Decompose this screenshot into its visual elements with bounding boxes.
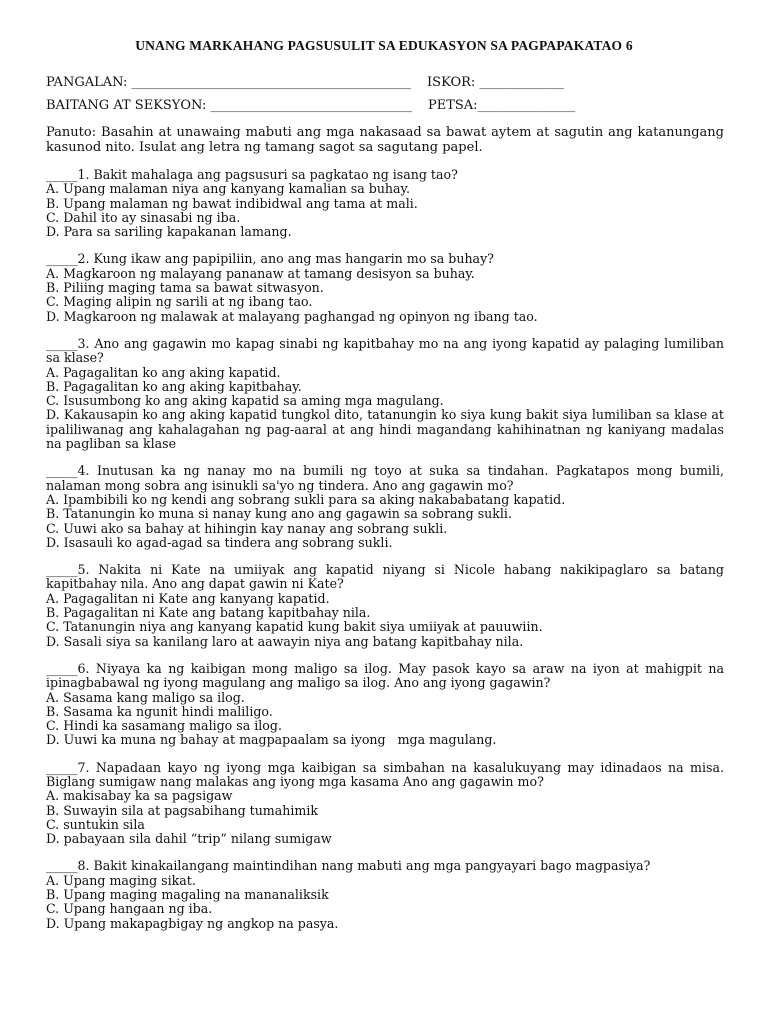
question-8 [46,859,724,930]
option-b: B. Upang maging magaling na mananaliksik [46,887,329,903]
page-title: UNANG MARKAHANG PAGSUSULIT SA EDUKASYON SA PAGPAPAKATAO 6 [135,38,633,53]
option-c: C. Tatanungin niya ang kanyang kapatid kung bakit siya umiiyak at pauuwiin. [46,619,543,635]
option-d: D. Upang makapagbigay ng angkop na pasya. [46,915,339,931]
question-list [46,168,724,944]
option-c: C. Dahil ito ay sinasabi ng iba. [46,209,241,225]
option-d: D. Magkaroon ng malawak at malayang paghangad ng opinyon ng ibang tao. [46,308,538,324]
option-a: A. Pagagalitan ni Kate ang kanyang kapatid. [46,590,330,606]
question-stem: _____2. Kung ikaw ang papipiliin, ano ang mas hangarin mo sa buhay? [46,251,494,267]
date-field-label: PETSA:_______________ [427,98,576,113]
score-field-label: ISKOR: _____________ [427,75,564,90]
option-b: B. Tatanungin ko muna si nanay kung ano ang gagawin sa sobrang sukli. [46,506,512,522]
option-a: A. Magkaroon ng malayang pananaw at tamang desisyon sa buhay. [46,265,475,281]
option-c: C. Uuwi ako sa bahay at hihingin kay nanay ang sobrang sukli. [46,520,448,536]
option-a: A. Upang maging sikat. [46,872,196,888]
question-4 [46,464,724,550]
option-d: D. Isasauli ko agad-agad sa tindera ang sobrang sukli. [46,534,393,550]
question-3 [46,337,724,451]
question-6 [46,662,724,748]
option-a: A. Sasama kang maligo sa ilog. [46,689,245,705]
option-b: B. Suwayin sila at pagsabihang tumahimik [46,802,318,818]
question-stem: _____6. Niyaya ka ng kaibigan mong maligo sa ilog. May pasok kayo sa araw na iyon at mahigpit na ipinagbabawal ng iyong magulang ang maligo sa ilog. Ano ang iyong gagawin? [46,660,724,691]
option-c: C. Maging alipin ng sarili at ng ibang tao. [46,294,313,310]
name-field-label: PANGALAN: ___________________________________________ [46,75,412,90]
option-c: C. Upang hangaan ng iba. [46,901,213,917]
question-1 [46,168,724,239]
question-stem: _____4. Inutusan ka ng nanay mo na bumili ng toyo at suka sa tindahan. Pagkatapos mong bumili, nalaman mong sobra ang isinukli sa'yo ng tindera. Ano ang gagawin mo? [46,463,724,493]
question-stem: _____3. Ano ang gagawin mo kapag sinabi ng kapitbahay mo na ang iyong kapatid ay palaging lumiliban sa klase? [46,335,724,366]
option-d: D. pabayaan sila dahil “trip” nilang sumigaw [46,831,332,847]
option-d: D. Uuwi ka muna ng bahay at magpapaalam sa iyong mga magulang. [46,732,497,748]
question-7 [46,761,724,847]
option-d: D. Kakausapin ko ang aking kapatid tungkol dito, tatanungin ko siya kung bakit siya lumiliban sa klase at ipaliliwanag ang kahalagahan ng pag-aaral at ang hindi magandang kahihinatnan ng kaniyang madalas na pagliban sa klase [46,407,724,452]
option-c: C. Hindi ka sasamang maligo sa ilog. [46,718,282,734]
option-a: A. Ipambibili ko ng kendi ang sobrang sukli para sa aking nakababatang kapatid. [46,491,566,507]
option-b: B. Sasama ka ngunit hindi maliligo. [46,703,273,719]
option-d: D. Sasali siya sa kanilang laro at aawayin niya ang batang kapitbahay nila. [46,633,524,649]
question-5 [46,563,724,649]
question-2 [46,252,724,323]
section-date-row [46,99,726,113]
option-b: B. Upang malaman ng bawat indibidwal ang tama at mali. [46,195,418,211]
question-stem: _____8. Bakit kinakailangang maintindihan nang mabuti ang mga pangyayari bago magpasiya? [46,858,651,874]
option-b: B. Pagagalitan ko ang aking kapitbahay. [46,378,302,394]
grade-section-field-label: BAITANG AT SEKSYON: _______________________________ [46,98,412,113]
option-c: C. Isusumbong ko ang aking kapatid sa aming mga magulang. [46,393,444,409]
option-a: A. Pagagalitan ko ang aking kapatid. [46,364,281,380]
option-d: D. Para sa sariling kapakanan lamang. [46,224,292,240]
option-a: A. Upang malaman niya ang kanyang kamalian sa buhay. [46,181,410,197]
question-stem: _____5. Nakita ni Kate na umiiyak ang kapatid niyang si Nicole habang nakikipaglaro sa batang kapitbahay nila. Ano ang dapat gawin ni Kate? [46,562,724,592]
option-b: B. Pagagalitan ni Kate ang batang kapitbahay nila. [46,605,371,621]
name-score-row [46,76,726,90]
option-a: A. makisabay ka sa pagsigaw [46,788,233,804]
instructions: Panuto: Basahin at unawaing mabuti ang mga nakasaad sa bawat aytem at sagutin ang katanungang kasunod nito. Isulat ang letra ng tamang sagot sa sagutang papel. [46,125,724,155]
option-b: B. Piliing maging tama sa bawat sitwasyon. [46,280,324,296]
question-stem: _____7. Napadaan kayo ng iyong mga kaibigan sa simbahan na kasalukuyang may idinadaos na misa. Biglang sumigaw nang malakas ang iyong mga kasama Ano ang gagawin mo? [46,759,724,789]
question-stem: _____1. Bakit mahalaga ang pagsusuri sa pagkatao ng isang tao? [46,167,458,182]
option-c: C. suntukin sila [46,816,145,832]
